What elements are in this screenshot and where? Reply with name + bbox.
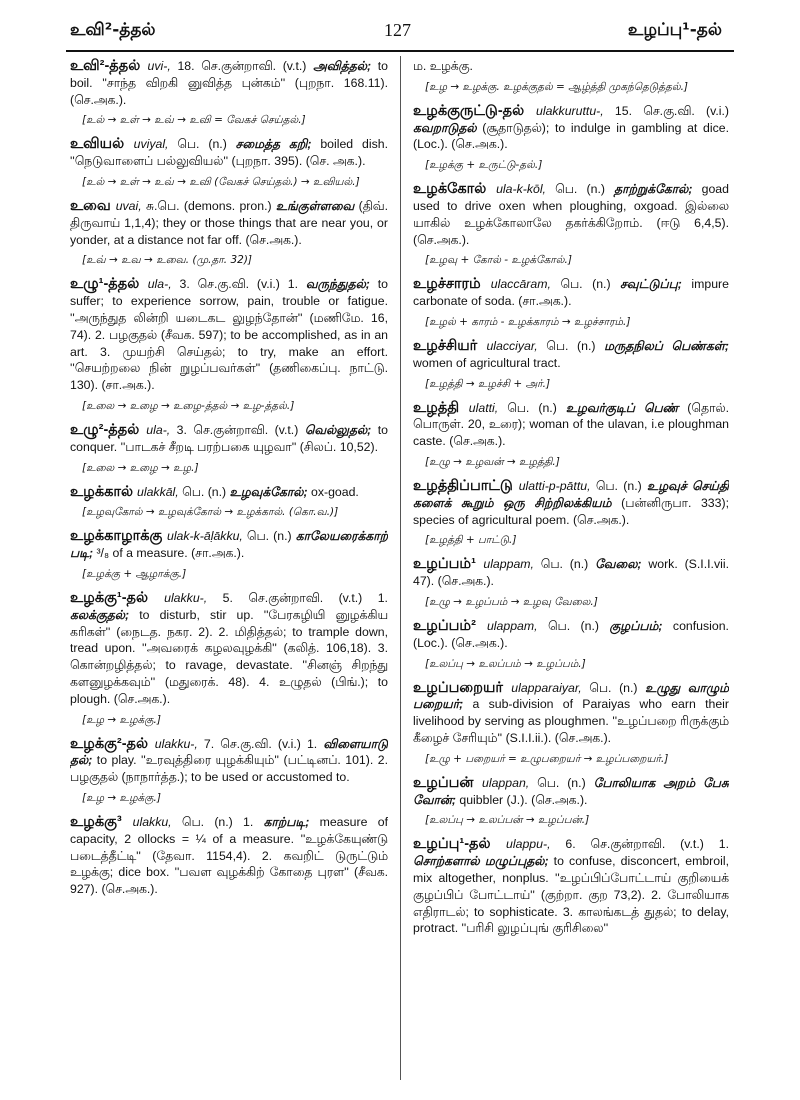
left-column: [70, 58, 388, 1082]
dictionary-entry: [70, 590, 388, 727]
entry-meaning: குழப்பம்;: [609, 618, 663, 633]
entry-headword: உழப்பன்: [413, 774, 483, 791]
entry-grammar: 7. செ.கு.வி. (v.i.) 1.: [197, 736, 324, 751]
entry-romanization: ulak-k-āḷākku,: [166, 529, 243, 544]
entry-grammar: பெ. (n.): [533, 557, 596, 572]
entry-meaning: மருதநிலப் பெண்கள்;: [604, 338, 729, 353]
entry-headword: உழப்பு¹-தல்: [413, 836, 507, 853]
entry-body: [413, 181, 729, 248]
header-right-guideword: உழப்பு¹-தல்: [627, 20, 722, 40]
entry-meaning: சொற்களால் மழுப்புதல்;: [413, 854, 549, 869]
dictionary-entry: [413, 338, 729, 391]
page-number: 127: [384, 20, 411, 40]
entry-definition: quibbler (J.). (செ.அக.).: [455, 792, 588, 807]
entry-romanization: ulatti-p-pāttu,: [518, 478, 591, 493]
entry-definition: to conquer. ''பாடகச் சீறடி பரற்பகை யுழவா'' (சிலப். 10,52).: [70, 422, 388, 454]
entry-meaning: தாற்றுக்கோல்;: [614, 182, 693, 197]
entry-definition: goad used to drive oxen when ploughing, oxgoad. இல்லை யாகில் உழக்கோலாலே தகர்க்கிறோம். (ஈடு 6,4,5). (செ.அக.).: [413, 182, 729, 247]
entry-headword: உழச்சாரம்: [413, 276, 491, 293]
entry-grammar: 6. செ.குன்றாவி. (v.t.) 1.: [550, 837, 729, 852]
entry-romanization: ulapparaiyar,: [511, 680, 582, 695]
dictionary-entry: [70, 198, 388, 267]
entry-romanization: ulakku-,: [164, 590, 208, 605]
entry-grammar: பெ. (n.): [168, 137, 236, 152]
entry-body: [70, 814, 388, 898]
entry-grammar: பெ. (n.): [537, 338, 605, 353]
entry-meaning: உழவுக்கோல்;: [229, 484, 308, 499]
entry-romanization: ulakku,: [132, 814, 172, 829]
entry-meaning: விளையாடு தல்;: [70, 736, 388, 768]
entry-body: [70, 136, 388, 170]
entry-grammar: பெ. (n.): [537, 618, 610, 633]
entry-grammar: சு.பெ. (demons. pron.): [141, 198, 276, 213]
entry-headword: உவியல்: [70, 136, 134, 153]
entry-definition: a sub-division of Paraiyas who earn their livelihood by serving as ploughmen. ''உழப்பறை ரிருக்கும் கீழைச் சேரியும்'' (S.I.I.ii.). (செ.அக.).: [413, 697, 729, 745]
entry-grammar: 5. செ.குன்றாவி. (v.t.) 1.: [207, 590, 388, 605]
entry-body: [413, 775, 729, 809]
entry-etymology: [உலை → உழை → உழை-த்தல் → உழ-த்தல்.]: [82, 399, 295, 412]
dictionary-entry: [413, 775, 729, 828]
dictionary-entry: [413, 556, 729, 609]
entry-romanization: ulacciyar,: [486, 338, 538, 353]
entry-etymology: [உழக்கு + உருட்டு-தல்.]: [425, 159, 543, 172]
dictionary-entry: [70, 528, 388, 581]
entry-etymology: [உழக்கு + ஆழாக்கு.]: [82, 567, 187, 580]
entry-meaning: கவறாடுதல்: [413, 120, 477, 135]
entry-body: [413, 400, 729, 450]
entry-definition: to confuse, disconcert, embroil, mix altogether, nonplus. ''உழப்பிப்போட்டாய் குறியைக் குழப்பிப் போட்டாய்'' (குற்றா. குற 73,2). 2. போலியாக எதிராடல்; to sophisticate. 3. காலங்கடத் துதல்; to delay, protract. ''பரிசி லுழப்புங் குரிசிலை'': [413, 854, 729, 936]
entry-etymology: [உவ் → உவ → உவை. (மு.தா. 32)]: [82, 254, 253, 267]
dictionary-entry: [413, 276, 729, 329]
entry-body: [413, 618, 729, 652]
entry-grammar: பெ. (n.): [581, 680, 646, 695]
entry-etymology: [உழத்தி → உழச்சி + அர்.]: [425, 377, 551, 390]
entry-romanization: uvi-,: [147, 59, 171, 73]
entry-meaning: காற்படி;: [263, 814, 310, 829]
entry-meaning: கலக்குதல்;: [70, 607, 130, 622]
entry-definition: (சூதாடுதல்); to indulge in gambling at dice. (Loc.). (செ.அக.).: [413, 120, 729, 152]
entry-meaning: சமைத்த கறி;: [235, 137, 312, 152]
dictionary-entry: [70, 484, 388, 520]
right-column: [413, 58, 729, 1082]
entry-romanization: ulappu-,: [506, 837, 551, 852]
entry-body: [413, 680, 729, 747]
entry-body: [70, 736, 388, 786]
entry-headword: உழத்திப்பாட்டு: [413, 477, 519, 494]
entry-meaning: உங்குள்ளவை: [275, 198, 355, 213]
entry-grammar: பெ. (n.): [590, 478, 648, 493]
entry-body: [413, 836, 729, 937]
entry-etymology: [உழவுகோல் → உழவுக்கோல் → உழக்கால். (கொ.வ.)]: [82, 506, 339, 519]
entry-etymology: [உலப்பு → உலப்பம் → உழப்பம்.]: [425, 657, 586, 670]
dictionary-entry: [70, 814, 388, 898]
entry-definition: to disturb, stir up. ''பேரகழியி னுழக்கிய கரிகள்'' (நைடத. நகர. 2). 2. மிதித்தல்; to trample down, tread upon. ''அவரைக் கழலவுழக்கி'' (கலித். 106,18). 3. கொன்றழித்தல்; to ravage, devastate. ''சினஞ் சிறந்து களனுழக்கவும்'' (மதுரைக். 48). 4. உழுதல் (பிங்.); to plough. (செ.அக.).: [70, 607, 388, 706]
entry-meaning: சவுட்டுப்பு;: [620, 277, 682, 292]
entry-body: [413, 338, 729, 372]
entry-meaning: வருந்துதல்;: [305, 277, 370, 292]
dictionary-entry: [413, 478, 729, 547]
entry-etymology: [உல் → உள் → உவ் → உவி (வேகச் செய்தல்.) → உவியல்.]: [82, 175, 360, 188]
entry-romanization: ulappan,: [482, 775, 530, 790]
entry-grammar: 18. செ.குன்றாவி. (v.t.): [170, 59, 314, 73]
entry-headword: உழக்குருட்டு-தல்: [413, 102, 536, 119]
entry-meaning: உழவர்குடிப் பெண்: [565, 400, 679, 415]
dictionary-entry: [413, 618, 729, 671]
entry-headword: உழப்பம்²: [413, 617, 487, 634]
entry-body: [70, 590, 388, 708]
entry-headword: உழக்கு³: [70, 813, 133, 830]
entry-romanization: ulaccāram,: [490, 277, 551, 292]
entry-romanization: uviyal,: [133, 137, 169, 152]
entry-meaning: உழவுச் செய்தி களைக் கூறும் ஒரு சிற்றிலக்கியம்: [413, 478, 729, 510]
entry-etymology: [உழு → உழவன் → உழத்தி.]: [425, 455, 560, 468]
entry-grammar: பெ. (n.): [242, 529, 296, 544]
entry-definition: confusion. (Loc.). (செ.அக.).: [413, 618, 729, 650]
entry-headword: உழு²-த்தல்: [70, 421, 147, 438]
entry-definition: to boil. ''சாந்த விறகி னுவித்த புன்கம்'' (புறநா. 168.11). (செ.அக.).: [70, 59, 388, 107]
entry-headword: உழக்கு¹-தல்: [70, 589, 165, 606]
entry-definition: measure of capacity, 2 ollocks = ¼ of a measure. ''உழக்கேயுண்டு படைத்தீட்டி'' (தேவா. 1154,4). 2. கவறிட் டுருட்டும் உழக்கு; dice box. ''பவள வுழக்கிற் கோதை புரள'' (சீவக. 927). (செ.அக.).: [70, 814, 388, 897]
entry-body: [413, 58, 729, 75]
entry-romanization: ulappam,: [486, 618, 538, 633]
dictionary-entry: [70, 736, 388, 805]
entry-grammar: 3. செ.குன்றாவி. (v.t.): [170, 422, 305, 437]
entry-definition: ox-goad.: [307, 484, 359, 499]
entry-meaning: வெல்லுதல்;: [304, 422, 372, 437]
column-divider: [400, 56, 401, 1080]
entry-definition: boiled dish. ''நெடுவாளைப் பல்லுவியல்'' (புறநா. 395). (செ. அக.).: [70, 137, 388, 169]
entry-definition: impure carbonate of soda. (சா.அக.).: [413, 277, 729, 309]
entry-grammar: 15. செ.கு.வி. (v.i.): [603, 103, 729, 118]
entry-etymology: [உழ → உழக்கு.]: [82, 713, 161, 726]
entry-grammar: பெ. (n.): [529, 775, 594, 790]
entry-romanization: ulakkāl,: [137, 484, 179, 499]
entry-definition: (தொல். பொருள். 20, உரை); woman of the ulavan, i.e ploughman caste. (செ.அக.).: [413, 400, 729, 449]
entry-body: [70, 484, 388, 501]
entry-definition: (திவ். திருவாய் 1,1,4); they or those things that are near you, or yonder, at a distance not far off. (செ.அக.).: [70, 198, 388, 247]
entry-headword: உழச்சியர்: [413, 337, 487, 354]
entry-definition: to play. ''உரவுத்திரை யுழக்கியும்'' (பட்டினப். 101). 2. பழகுதல் (நாநார்த்த.); to be used or accustomed to.: [70, 753, 388, 785]
dictionary-entry: [413, 400, 729, 469]
entry-romanization: ulappam,: [483, 557, 534, 572]
entry-headword: உழக்காழாக்கு: [70, 528, 167, 545]
entry-meaning: அவித்தல்;: [313, 59, 372, 73]
entry-grammar: பெ. (n.): [178, 484, 230, 499]
entry-body: [413, 276, 729, 310]
entry-definition: women of agricultural tract.: [413, 355, 561, 370]
entry-meaning: காலேயரைக்காற் படி;: [70, 529, 388, 561]
entry-grammar: பெ. (n.) 1.: [171, 814, 264, 829]
entry-grammar: ம. உழக்கு.: [413, 59, 473, 73]
entry-etymology: [உழு → உழப்பம் → உழவு வேலை.]: [425, 595, 598, 608]
entry-headword: உழப்பறையர்: [413, 679, 512, 696]
entry-headword: உழப்பம்¹: [413, 556, 484, 573]
entry-definition: ³/₈ of a measure. (சா.அக.).: [93, 546, 245, 561]
entry-etymology: [உழவு + கோல் - உழக்கோல்.]: [425, 254, 572, 267]
entry-grammar: 3. செ.கு.வி. (v.i.) 1.: [171, 277, 306, 292]
entry-headword: உவை: [70, 197, 116, 214]
dictionary-entry: [70, 136, 388, 189]
entry-body: [413, 556, 729, 590]
entry-meaning: வேலை;: [595, 557, 642, 572]
entry-definition: (பன்னிருபா. 333); species of agricultural poem. (செ.அக.).: [413, 495, 729, 527]
entry-romanization: uvai,: [115, 198, 142, 213]
dictionary-entry: [413, 181, 729, 267]
entry-etymology: [உலப்பு → உலப்பன் → உழப்பன்.]: [425, 814, 590, 827]
entry-romanization: ula-,: [146, 422, 171, 437]
entry-meaning: உழுது வாழும் பறையர்;: [413, 680, 729, 712]
entry-grammar: பெ. (n.): [550, 277, 621, 292]
entry-headword: உழக்கு²-தல்: [70, 735, 155, 752]
dictionary-entry: [413, 680, 729, 766]
entry-body: [413, 103, 729, 153]
entry-meaning: போலியாக அறம் பேசு வோன்;: [413, 775, 729, 807]
dictionary-entry: [70, 422, 388, 475]
header-left-guideword: உவி²-த்தல்: [70, 20, 156, 40]
entry-body: [70, 276, 388, 394]
entry-grammar: பெ. (n.): [498, 400, 566, 415]
dictionary-entry: [70, 276, 388, 413]
entry-body: [70, 58, 388, 108]
entry-headword: உழக்கால்: [70, 483, 138, 500]
entry-etymology: [உழத்தி + பாட்டு.]: [425, 534, 517, 547]
entry-etymology: [உழ → உழக்கு. உழக்குதல் = ஆழ்த்தி முகந்தெடுத்தல்.]: [425, 80, 689, 93]
entry-etymology: [உல் → உள் → உவ் → உவி = வேகச் செய்தல்.]: [82, 114, 306, 127]
entry-headword: உழத்தி: [413, 399, 469, 416]
entry-body: [413, 478, 729, 528]
entry-definition: work. (S.I.I.vii. 47). (செ.அக.).: [413, 557, 729, 589]
entry-romanization: ula-k-kōl,: [496, 182, 546, 197]
entry-body: [70, 198, 388, 248]
entry-headword: உவி²-த்தல்: [70, 58, 148, 74]
entry-romanization: ulakkuruttu-,: [536, 103, 604, 118]
entry-body: [70, 422, 388, 456]
entry-romanization: ulakku-,: [154, 736, 198, 751]
entry-body: [70, 528, 388, 562]
entry-etymology: [உழ → உழக்கு.]: [82, 791, 161, 804]
entry-romanization: ula-,: [147, 277, 172, 292]
entry-headword: உழக்கோல்: [413, 181, 497, 198]
entry-etymology: [உலை → உழை → உழ.]: [82, 461, 199, 474]
entry-grammar: பெ. (n.): [545, 182, 615, 197]
entry-etymology: [உழல் + காரம் - உழக்காரம் → உழச்சாரம்.]: [425, 315, 631, 328]
entry-headword: உழு¹-த்தல்: [70, 276, 148, 293]
entry-romanization: ulatti,: [468, 400, 499, 415]
dictionary-entry: [413, 836, 729, 937]
dictionary-entry: [413, 58, 729, 94]
entry-definition: to suffer; to experience sorrow, pain, trouble or fatigue. ''அருந்துத லின்றி யடைகட லுழந்தோன்'' (மணிமே. 16, 74). 2. பழகுதல் (சீவக. 597); to be accomplished, as in an art. 3. முயற்சி செய்தல்; to try, make an effort. ''செயற்றலை நின் றுழப்பவர்கள்'' (தணிகைப்பு. நாட்டு. 130). (சா.அக.).: [70, 277, 388, 393]
entry-etymology: [உழு + பறையர் = உழுபறையர் → உழப்பறையர்.]: [425, 752, 669, 765]
dictionary-entry: [70, 58, 388, 127]
dictionary-entry: [413, 103, 729, 172]
header-rule: [66, 50, 734, 52]
